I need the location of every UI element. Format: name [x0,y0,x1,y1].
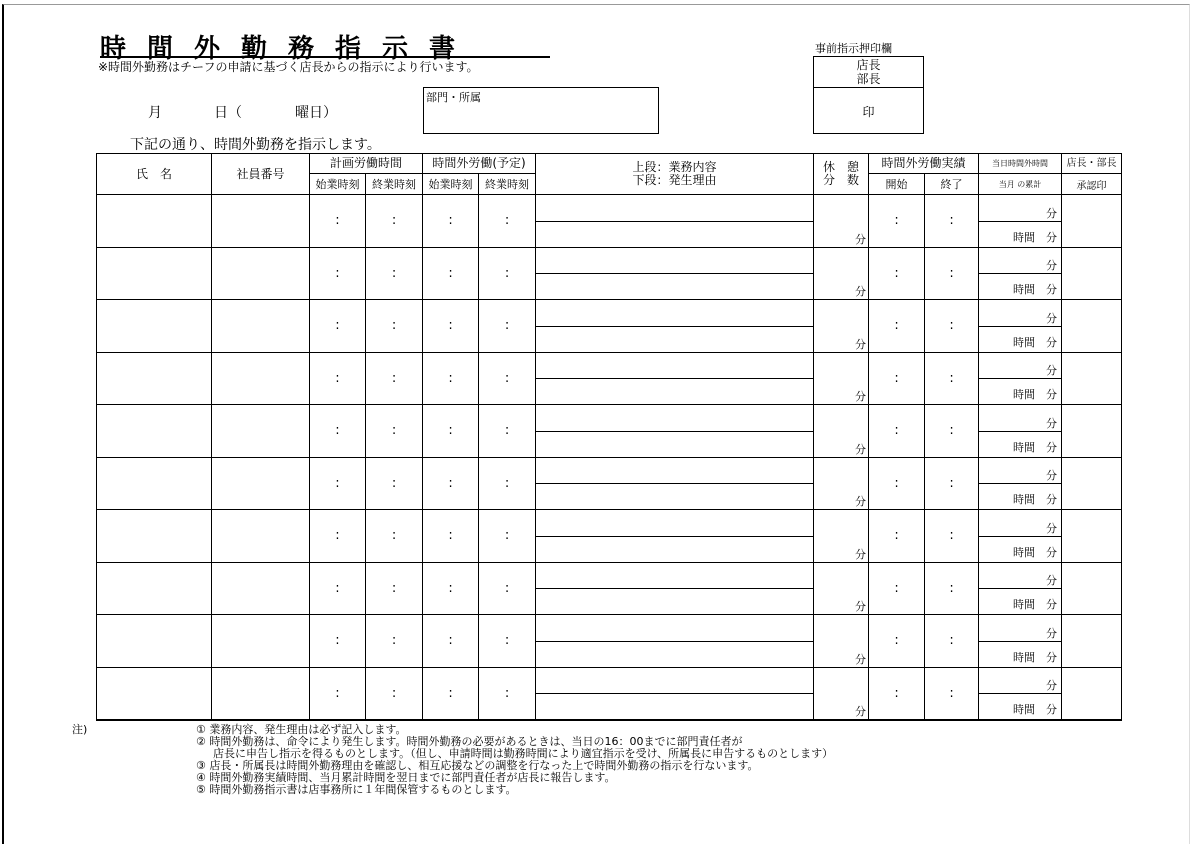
colon: : [504,475,510,491]
colon: : [894,475,899,491]
cum-month-unit: 時間 分 [1013,388,1058,401]
note-item: ① 業務内容、発生理由は必ず記入します。 [196,723,407,736]
cum-month-unit: 時間 分 [1013,440,1058,454]
plan-end-cell[interactable] [366,300,423,353]
content-divider [536,483,813,484]
name-cell[interactable] [97,247,212,300]
break-cell[interactable] [814,405,869,458]
colon: : [448,633,453,649]
header-content-upper: 上段：業務内容 [632,160,717,174]
break-unit: 分 [855,442,867,456]
cum-day-unit: 分 [1046,574,1058,588]
approval-cell[interactable] [1062,510,1122,563]
cumulative-cell[interactable] [979,615,1062,668]
colon: : [504,423,510,439]
plan-end-cell[interactable] [366,667,423,720]
colon: : [448,580,453,596]
ot-start-cell[interactable] [423,405,479,458]
plan-start-cell[interactable] [310,247,366,300]
colon: : [894,370,899,386]
break-unit: 分 [855,337,867,351]
actual-end-cell[interactable] [925,615,979,668]
content-divider [536,221,813,222]
cum-month-unit: 時間 分 [1013,598,1058,611]
content-divider [536,588,813,589]
cum-day-unit: 分 [1046,416,1058,430]
name-cell[interactable] [97,300,212,353]
table-row [97,195,1122,248]
approval-cell[interactable] [1062,405,1122,458]
content-divider [536,536,813,537]
colon: : [894,633,899,649]
table-row [97,667,1122,720]
cum-day-unit: 分 [1046,679,1058,692]
name-cell[interactable] [97,352,212,405]
stamp-role-dept-manager: 部長 [856,72,881,86]
actual-end-cell[interactable] [925,405,979,458]
plan-end-cell[interactable] [366,457,423,510]
approval-cell[interactable] [1062,352,1122,405]
colon: : [391,528,397,544]
colon: : [448,370,453,386]
break-cell[interactable] [814,457,869,510]
colon: : [448,685,453,701]
colon: : [949,265,954,281]
actual-start-cell[interactable] [869,247,925,300]
break-unit: 分 [855,704,867,718]
stamp-role [814,57,923,88]
colon: : [894,580,899,596]
actual-end-cell[interactable] [925,457,979,510]
colon: : [335,528,340,544]
colon: : [949,528,954,544]
ot-start-cell[interactable] [423,615,479,668]
colon: : [391,265,397,281]
colon: : [391,423,397,439]
plan-end-cell[interactable] [366,615,423,668]
break-unit: 分 [855,652,867,666]
actual-end-cell[interactable] [925,247,979,300]
header-plan-start: 始業時刻 [310,174,366,195]
dept-field[interactable] [423,87,659,134]
table-row [97,300,1122,353]
table-row [97,457,1122,510]
colon: : [335,423,340,439]
employee-no-cell[interactable] [212,562,310,615]
colon: : [391,370,397,386]
break-cell[interactable] [814,667,869,720]
actual-start-cell[interactable] [869,300,925,353]
colon: : [391,213,397,229]
ot-start-cell[interactable] [423,300,479,353]
plan-start-cell[interactable] [310,615,366,668]
colon: : [949,423,954,439]
colon: : [504,370,510,386]
day-label: 日（ [214,105,242,121]
colon: : [504,528,510,544]
break-unit: 分 [855,547,867,561]
dept-label: 部門・所属 [426,91,481,104]
colon: : [504,633,510,649]
cum-day-unit: 分 [1046,521,1058,535]
break-cell[interactable] [814,352,869,405]
stamp-seal-area[interactable] [814,88,923,134]
content-cell[interactable] [536,352,814,405]
header-employee-no: 社員番号 [212,154,310,195]
form-subnote: ※時間外勤務はチーフの申請に基づく店長からの指示により行います。 [98,60,479,74]
employee-no-cell[interactable] [212,405,310,458]
cumulative-cell[interactable] [979,562,1062,615]
stamp-box [813,56,924,134]
cumulative-cell[interactable] [979,510,1062,563]
note-item: ② 時間外勤務は、命令により発生します。時間外勤務の必要があるときは、当日の16：00までに部門責任者が [196,735,743,748]
colon: : [391,685,397,701]
ot-end-cell[interactable] [479,247,536,300]
ot-end-cell[interactable] [479,352,536,405]
header-planned-hours: 計画労働時間 [310,154,423,174]
actual-start-cell[interactable] [869,667,925,720]
colon: : [391,633,397,649]
actual-end-cell[interactable] [925,352,979,405]
ot-start-cell[interactable] [423,667,479,720]
table-row [97,405,1122,458]
colon: : [448,475,453,491]
header-plan-end: 終業時刻 [366,174,423,195]
header-break [814,154,869,195]
month-label: 月 [148,105,162,121]
content-divider [536,641,813,642]
stamp-label: 事前指示押印欄 [815,42,892,55]
break-cell[interactable] [814,195,869,248]
colon: : [335,370,340,386]
table-row [97,247,1122,300]
actual-end-cell[interactable] [925,300,979,353]
plan-start-cell[interactable] [310,352,366,405]
colon: : [949,633,954,649]
colon: : [448,528,453,544]
break-cell[interactable] [814,615,869,668]
colon: : [335,213,340,229]
colon: : [391,318,397,334]
colon: : [894,528,899,544]
break-unit: 分 [855,285,867,298]
ot-start-cell[interactable] [423,457,479,510]
cum-day-unit: 分 [1046,311,1058,325]
colon: : [949,685,954,701]
name-cell[interactable] [97,457,212,510]
break-cell[interactable] [814,247,869,300]
colon: : [894,423,899,439]
approval-cell[interactable] [1062,667,1122,720]
plan-end-cell[interactable] [366,405,423,458]
header-actual-start: 開始 [869,174,925,195]
name-cell[interactable] [97,562,212,615]
cum-month-unit: 時間 分 [1013,702,1058,716]
break-cell[interactable] [814,300,869,353]
header-ot-end: 終業時刻 [479,174,536,195]
plan-end-cell[interactable] [366,352,423,405]
plan-start-cell[interactable] [310,405,366,458]
colon: : [504,580,510,596]
note-item: 店長に申告し指示を得るものとします。（但し、申請時間は勤務時間により適宜指示を受け、所属長に申告するものとします） [213,747,834,760]
cum-month-unit: 時間 分 [1013,335,1058,349]
header-actual: 時間外労働実績 [869,154,979,174]
cumulative-cell[interactable] [979,195,1062,248]
ot-start-cell[interactable] [423,352,479,405]
colon: : [335,475,340,491]
approval-cell[interactable] [1062,300,1122,353]
plan-end-cell[interactable] [366,510,423,563]
colon: : [448,423,453,439]
table-row [97,562,1122,615]
cum-month-unit: 時間 分 [1013,545,1058,559]
employee-no-cell[interactable] [212,247,310,300]
header-actual-end: 終了 [925,174,979,195]
note-item: ⑤ 時間外勤務指示書は店事務所に１年間保管するものとします。 [196,783,517,796]
colon: : [335,265,340,281]
content-cell[interactable] [536,247,814,300]
plan-end-cell[interactable] [366,247,423,300]
colon: : [504,685,510,701]
ot-end-cell[interactable] [479,405,536,458]
employee-no-cell[interactable] [212,352,310,405]
content-cell[interactable] [536,300,814,353]
colon: : [949,370,954,386]
header-ot-start: 始業時刻 [423,174,479,195]
colon: : [949,475,954,491]
cum-day-unit: 分 [1046,259,1058,273]
break-unit: 分 [855,600,867,613]
header-cum-line1: 当日時間外時間 [979,154,1062,174]
approval-cell[interactable] [1062,195,1122,248]
employee-no-cell[interactable] [212,300,310,353]
colon: : [448,318,453,334]
header-overtime-plan: 時間外労働(予定) [423,154,536,174]
ot-end-cell[interactable] [479,510,536,563]
colon: : [391,475,397,491]
content-divider [536,326,813,327]
header-content-lower: 下段：発生理由 [632,173,717,187]
cum-day-unit: 分 [1046,469,1058,483]
break-unit: 分 [855,390,867,403]
colon: : [391,580,397,596]
content-cell[interactable] [536,562,814,615]
actual-start-cell[interactable] [869,195,925,248]
plan-start-cell[interactable] [310,510,366,563]
cum-month-unit: 時間 分 [1013,493,1058,506]
plan-start-cell[interactable] [310,300,366,353]
plan-end-cell[interactable] [366,195,423,248]
colon: : [335,633,340,649]
plan-start-cell[interactable] [310,562,366,615]
notes-list [196,724,833,796]
table-body [97,195,1122,720]
cumulative-cell[interactable] [979,457,1062,510]
cum-day-unit: 分 [1046,206,1058,220]
actual-end-cell[interactable] [925,195,979,248]
content-cell[interactable] [536,457,814,510]
instruction-text: 下記の通り、時間外勤務を指示します。 [130,137,381,153]
colon: : [335,685,340,701]
content-cell[interactable] [536,615,814,668]
plan-start-cell[interactable] [310,457,366,510]
actual-start-cell[interactable] [869,510,925,563]
form-title: 時間外勤務指示書 [100,34,477,64]
seal-mark: 印 [862,104,875,119]
name-cell[interactable] [97,510,212,563]
name-cell[interactable] [97,405,212,458]
cumulative-cell[interactable] [979,352,1062,405]
note-item: ④ 時間外勤務実績時間、当月累計時間を翌日までに部門責任者が店長に報告します。 [196,771,616,784]
name-cell[interactable] [97,615,212,668]
header-approve-line2: 承認印 [1062,174,1122,195]
overtime-table [96,153,1122,721]
colon: : [448,213,453,229]
header-content [536,154,814,195]
actual-end-cell[interactable] [925,510,979,563]
content-divider [536,431,813,432]
colon: : [504,265,510,281]
content-cell[interactable] [536,195,814,248]
plan-start-cell[interactable] [310,667,366,720]
actual-start-cell[interactable] [869,562,925,615]
cumulative-cell[interactable] [979,300,1062,353]
approval-cell[interactable] [1062,615,1122,668]
header-name: 氏 名 [97,154,212,195]
employee-no-cell[interactable] [212,667,310,720]
ot-end-cell[interactable] [479,300,536,353]
ot-end-cell[interactable] [479,562,536,615]
break-unit: 分 [855,495,867,508]
cum-month-unit: 時間 分 [1013,283,1058,296]
ot-start-cell[interactable] [423,510,479,563]
colon: : [949,318,954,334]
table-row [97,510,1122,563]
cum-month-unit: 時間 分 [1013,230,1058,244]
cum-day-unit: 分 [1046,626,1058,640]
weekday-label: 曜日） [295,105,337,121]
ot-end-cell[interactable] [479,195,536,248]
plan-start-cell[interactable] [310,195,366,248]
stamp-role-store-manager: 店長 [856,58,881,72]
colon: : [894,318,899,334]
approval-cell[interactable] [1062,247,1122,300]
ot-start-cell[interactable] [423,247,479,300]
colon: : [894,265,899,281]
content-divider [536,693,813,694]
plan-end-cell[interactable] [366,562,423,615]
cumulative-cell[interactable] [979,405,1062,458]
table-row [97,615,1122,668]
colon: : [949,213,954,229]
cumulative-cell[interactable] [979,667,1062,720]
actual-start-cell[interactable] [869,352,925,405]
colon: : [894,213,899,229]
actual-end-cell[interactable] [925,667,979,720]
table-row [97,352,1122,405]
ot-end-cell[interactable] [479,667,536,720]
content-cell[interactable] [536,405,814,458]
break-cell[interactable] [814,510,869,563]
notes-mark: 注) [72,723,88,736]
colon: : [335,318,340,334]
employee-no-cell[interactable] [212,615,310,668]
actual-start-cell[interactable] [869,457,925,510]
content-divider [536,378,813,379]
ot-end-cell[interactable] [479,615,536,668]
colon: : [335,580,340,596]
header-cum-line2: 当月 の累計 [979,174,1062,195]
cumulative-cell[interactable] [979,247,1062,300]
header-break-line2: 分 数 [823,173,860,187]
colon: : [504,318,510,334]
name-cell[interactable] [97,667,212,720]
actual-start-cell[interactable] [869,405,925,458]
note-item: ③ 店長・所属長は時間外勤務理由を確認し、相互応援などの調整を行なった上で時間外勤務の指示を行ないます。 [196,759,759,772]
ot-start-cell[interactable] [423,195,479,248]
name-cell[interactable] [97,195,212,248]
colon: : [504,213,510,229]
colon: : [949,580,954,596]
actual-start-cell[interactable] [869,615,925,668]
cum-day-unit: 分 [1046,364,1058,378]
employee-no-cell[interactable] [212,457,310,510]
break-unit: 分 [855,232,867,246]
content-cell[interactable] [536,667,814,720]
actual-end-cell[interactable] [925,562,979,615]
header-break-line1: 休 憩 [823,160,860,174]
employee-no-cell[interactable] [212,510,310,563]
break-cell[interactable] [814,562,869,615]
ot-end-cell[interactable] [479,457,536,510]
employee-no-cell[interactable] [212,195,310,248]
approval-cell[interactable] [1062,457,1122,510]
content-cell[interactable] [536,510,814,563]
approval-cell[interactable] [1062,562,1122,615]
colon: : [894,685,899,701]
content-divider [536,273,813,274]
colon: : [448,265,453,281]
header-approve-line1: 店長・部長 [1062,154,1122,174]
ot-start-cell[interactable] [423,562,479,615]
cum-month-unit: 時間 分 [1013,650,1058,664]
